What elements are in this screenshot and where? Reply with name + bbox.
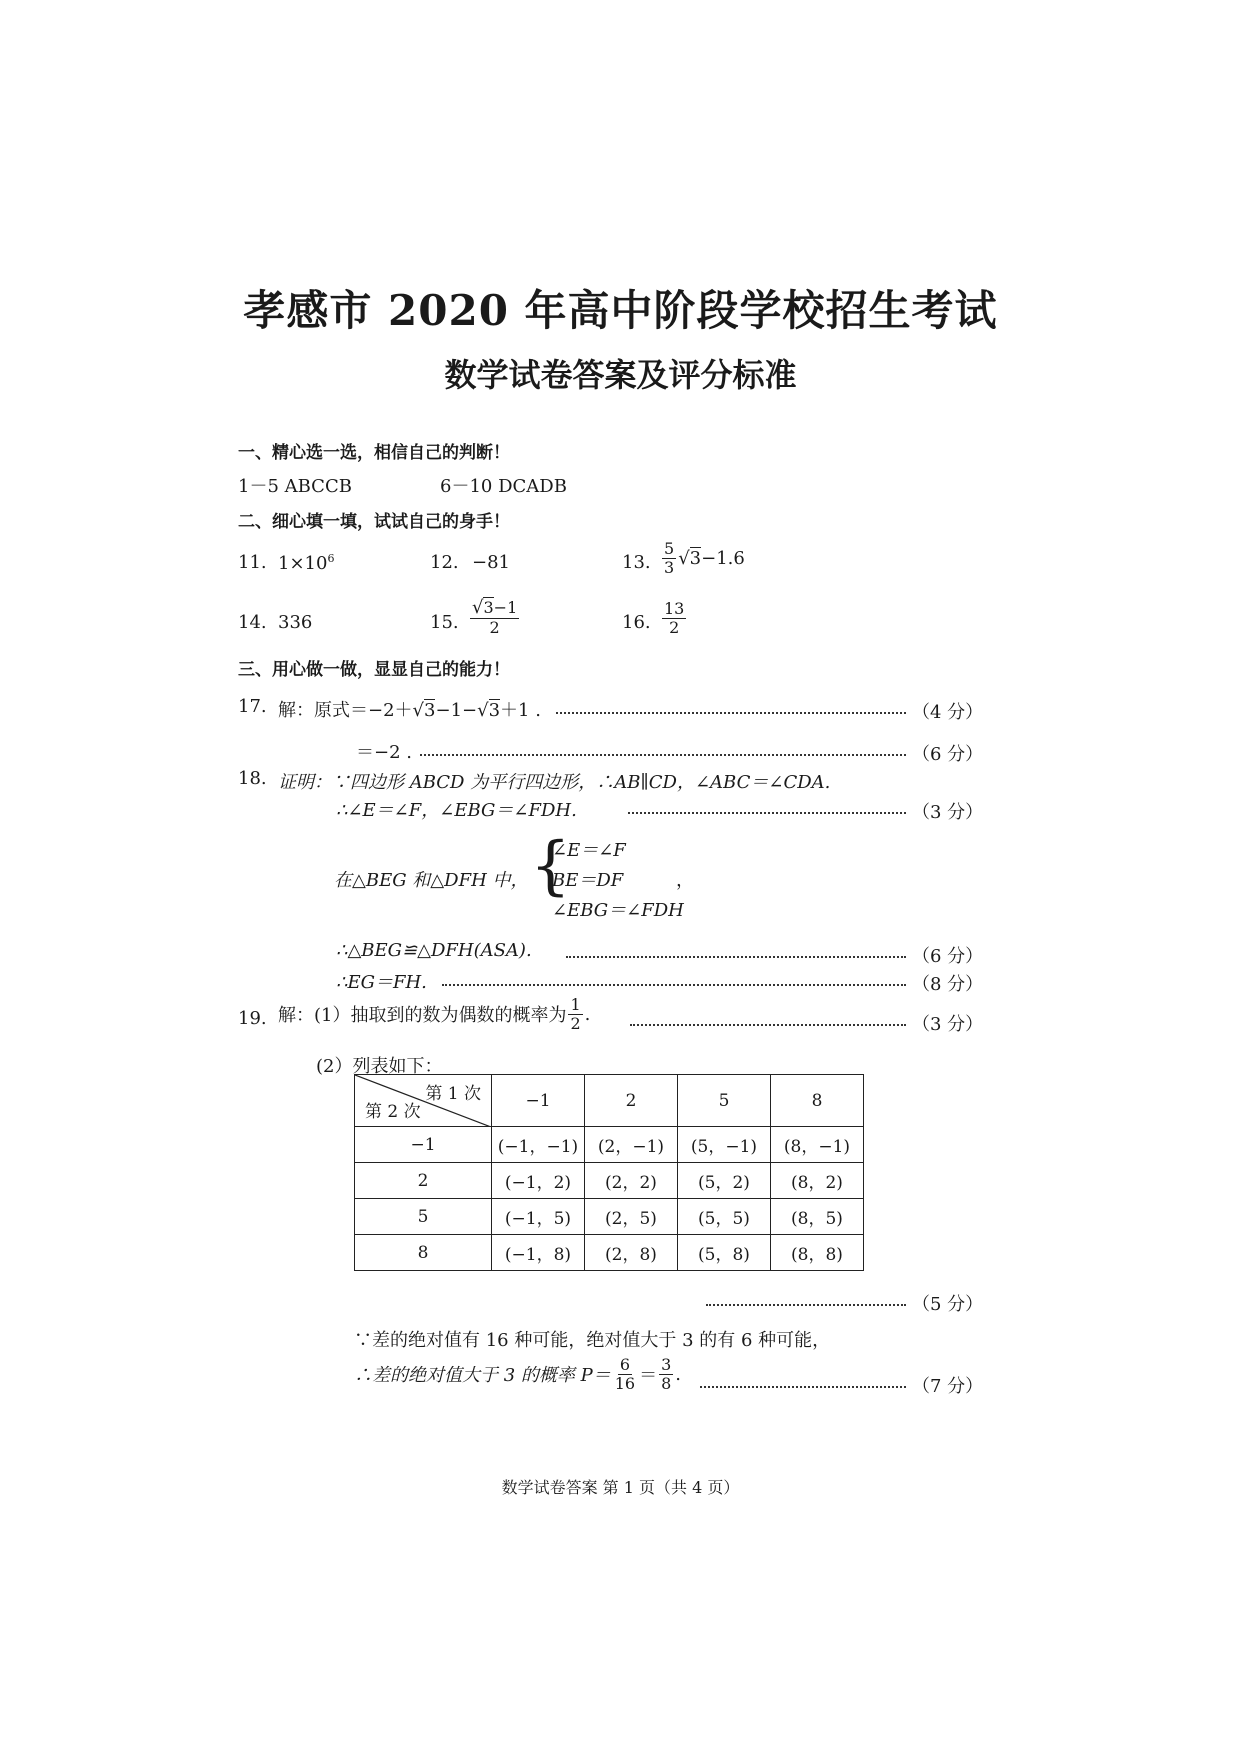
q13-fraction [662,540,676,576]
q18-line2: ∴∠E＝∠F，∠EBG＝∠FDH. [336,800,577,821]
q19-part1 [278,996,590,1032]
q19-therefore-end: . [675,1363,682,1385]
q15-fraction [470,598,519,636]
q17-radicand-2: 3 [488,700,501,721]
leader-dots [628,812,906,814]
q11-base: 1×10 [278,553,328,574]
q16-denominator: 2 [669,617,680,637]
table-row [355,1235,864,1271]
q14-answer: 336 [278,612,313,633]
q17-line1-c: ＋1 . [500,700,541,721]
section3-heading: 三、用心做一做，显显自己的能力！ [238,660,510,680]
leader-dots [700,1386,906,1388]
q18-score-1: （3 分） [912,802,984,823]
page-title: 孝感市 2020 年高中阶段学校招生考试 [243,286,998,335]
q17-line1-b: −1− [435,700,478,721]
table-cell: (−1，−1) [492,1127,585,1163]
q19-part1-denominator: 2 [570,1013,581,1033]
table-cell: (8，2) [771,1163,864,1199]
leader-dots [420,754,906,756]
q16-numerator: 13 [664,599,685,618]
leader-dots [630,1024,906,1026]
q18-line1: 证明：∵四边形 ABCD 为平行四边形，∴AB∥CD，∠ABC＝∠CDA. [278,772,831,793]
q15-numerator-tail: −1 [493,598,518,617]
sqrt-icon: √ [678,547,690,569]
q17-radicand-1: 3 [424,700,436,721]
table-cell: (2，8) [585,1235,678,1271]
q19-table-wrapper [354,1074,864,1271]
left-brace-icon: { [530,829,571,903]
q14-label: 14. [238,612,267,633]
q18-system-3: ∠EBG＝∠FDH [552,900,684,921]
q18-line4: ∴△BEG≌△DFH(ASA). [336,940,532,961]
q13-denominator: 3 [664,557,675,577]
q11-exponent: 6 [327,552,335,565]
q15-radicand: 3 [483,598,494,617]
table-row-header: 2 [355,1163,492,1199]
table-col-header: 5 [678,1075,771,1127]
q19-because: ∵差的绝对值有 16 种可能，绝对值大于 3 的有 6 种可能， [354,1330,831,1351]
sqrt-icon: √ [477,700,489,721]
leader-dots [706,1304,906,1306]
q19-part1-fraction [568,996,582,1032]
table-cell: (2，−1) [585,1127,678,1163]
q17-score-1: （4 分） [912,702,984,723]
table-col-header: −1 [492,1075,585,1127]
q11-label: 11. [238,552,267,573]
table-cell: (5，−1) [678,1127,771,1163]
page-subtitle: 数学试卷答案及评分标准 [444,356,797,394]
table-cell: (−1，2) [492,1163,585,1199]
q19-fraction-2 [659,1356,673,1392]
table-col-header: 2 [585,1075,678,1127]
table-row-header: 5 [355,1199,492,1235]
table-corner-bottom: 第 2 次 [365,1102,421,1122]
page-footer: 数学试卷答案 第 1 页（共 4 页） [501,1478,740,1497]
sqrt-icon: √ [472,597,484,618]
q13-label: 13. [622,552,651,573]
q18-score-3: （8 分） [912,974,984,995]
q19-score-3: （7 分） [912,1376,984,1397]
answers-6-10: 6－10 DCADB [440,476,567,497]
table-header-row [355,1075,864,1127]
q19-part1-numerator: 1 [570,995,581,1014]
leader-dots [442,984,906,986]
q12-answer: −81 [472,552,510,573]
q15-label: 15. [430,612,459,633]
q15-answer [468,598,521,636]
q15-numerator [470,598,519,619]
table-cell: (2，2) [585,1163,678,1199]
q19-fraction-1-denominator: 16 [614,1373,636,1393]
leader-dots [566,956,906,958]
q13-answer [660,540,745,576]
q18-system-1: ∠E＝∠F [552,840,626,861]
q18-score-2: （6 分） [912,946,984,967]
table-corner-top: 第 1 次 [425,1084,481,1104]
q18-system-2: BE＝DF [552,870,624,891]
q18-label: 18. [238,768,267,789]
q16-label: 16. [622,612,651,633]
section1-heading: 一、精心选一选，相信自己的判断！ [238,443,510,463]
table-row [355,1127,864,1163]
section2-heading: 二、细心填一填，试试自己的身手！ [238,512,510,532]
table-row [355,1163,864,1199]
sqrt-icon: √ [412,700,425,721]
q13-radicand: 3 [689,548,702,570]
q17-line2: ＝−2 . [356,742,412,763]
q19-score-1: （3 分） [912,1014,984,1035]
q13-numerator: 5 [664,539,675,558]
q19-part1-text: 解：(1）抽取到的数为偶数的概率为 [278,1005,567,1027]
table-cell: (5，2) [678,1163,771,1199]
table-cell: (5，8) [678,1235,771,1271]
q19-outcome-table [354,1074,864,1271]
answers-1-5: 1－5 ABCCB [238,476,352,497]
q17-line1 [278,696,541,722]
table-cell: (−1，5) [492,1199,585,1235]
table-col-header: 8 [771,1075,864,1127]
table-cell: (8，8) [771,1235,864,1271]
q19-score-2: （5 分） [912,1294,984,1315]
q18-system-comma: ， [676,870,694,891]
table-row-header: 8 [355,1235,492,1271]
table-cell: (8，5) [771,1199,864,1235]
q19-fraction-2-numerator: 3 [661,1355,672,1374]
q17-line1-a: 解：原式＝−2＋ [278,700,413,721]
q12-label: 12. [430,552,459,573]
q19-therefore [354,1356,681,1392]
q19-fraction-1-numerator: 6 [619,1355,630,1374]
q17-score-2: （6 分） [912,744,984,765]
q18-line5: ∴EG＝FH. [336,972,427,993]
table-cell: (2，5) [585,1199,678,1235]
leader-dots [556,712,906,714]
table-cell: (−1，8) [492,1235,585,1271]
table-row [355,1199,864,1235]
table-row-header: −1 [355,1127,492,1163]
q15-denominator: 2 [489,617,500,637]
q19-fraction-2-denominator: 8 [661,1373,672,1393]
q13-tail: −1.6 [701,547,745,569]
table-corner-cell [355,1075,492,1127]
q17-label: 17. [238,696,267,717]
q19-part2-label: (2）列表如下： [316,1056,443,1077]
q19-part1-end: . [584,1003,591,1025]
q16-answer [660,600,688,636]
q19-therefore-text: ∴差的绝对值大于 3 的概率 P＝ [354,1365,611,1387]
q18-in-label: 在△BEG 和△DFH 中， [334,870,529,891]
q19-equals: ＝ [639,1365,658,1387]
q19-label: 19. [238,1008,267,1029]
q16-fraction [662,600,686,636]
table-cell: (5，5) [678,1199,771,1235]
q19-fraction-1 [613,1356,637,1392]
table-cell: (8，−1) [771,1127,864,1163]
q11-answer [278,552,334,574]
